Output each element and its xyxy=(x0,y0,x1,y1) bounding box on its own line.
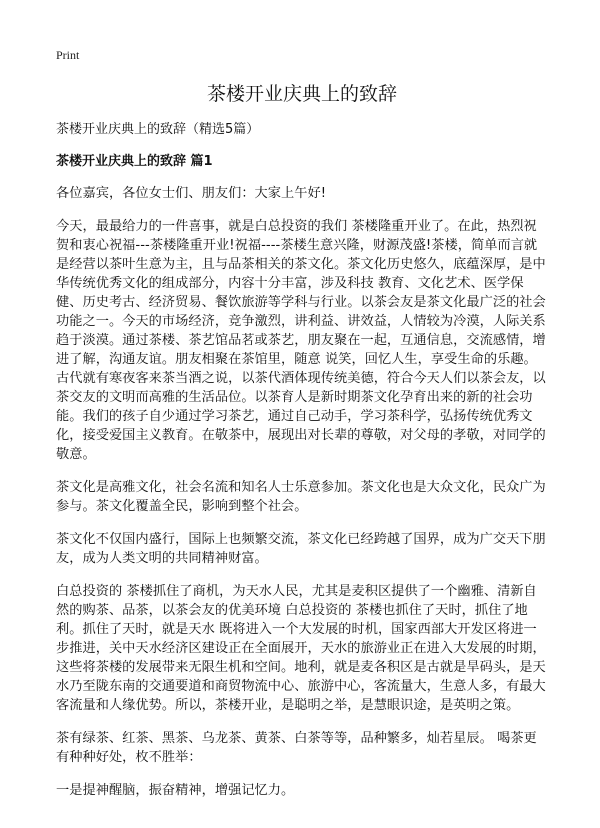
page-title: 茶楼开业庆典上的致辞 xyxy=(206,83,397,105)
document-subtitle: 茶楼开业庆典上的致辞（精选5篇） xyxy=(56,122,260,137)
paragraph-opportunity: 白总投资的 茶楼抓住了商机，为天水人民，尤其是麦积区提供了一个幽雅、清新自然的购茶、品茶，以茶会友的优美环境 白总投资的 茶楼也抓住了天时，抓住了地利。抓住了天时，就是天水 既将进入一个大发展的时机，国家西部大开发区将进一步推进，关中天水经济区建设正在全面展开，天水的旅游业正在进入大发展的时期，这些将茶楼的发展带来无限生机和空间。地利，就是麦各积区是古就是旱码头，是天水乃至陇东南的交通要道和商贸物流中心、旅游中心，客流量大，生意人多，有最大客流量和人缘优势。所以，茶楼开业，是聪明之举，是慧眼识途，是英明之策。 xyxy=(56,584,546,713)
paragraph-greeting: 各位嘉宾，各位女士们、朋友们：大家上午好! xyxy=(56,186,327,201)
paragraph-tea-types: 茶有绿茶、红茶、黑茶、乌龙茶、黄茶、白茶等等，品种繁多，灿若星辰。 喝茶更有种种好处，枚不胜举： xyxy=(56,731,537,765)
paragraph-international: 茶文化不仅国内盛行，国际上也频繁交流，茶文化已经跨越了国界，成为广交天下朋友，成为人类文明的共同精神财富。 xyxy=(56,532,546,566)
print-link[interactable]: Print xyxy=(56,48,80,62)
paragraph-benefit-one: 一是提神醒脑，振奋精神，增强记忆力。 xyxy=(56,783,295,798)
paragraph-elegant-culture: 茶文化是高雅文化，社会名流和知名人士乐意参加。茶文化也是大众文化，民众广为参与。茶文化覆盖全民，影响到整个社会。 xyxy=(56,480,546,514)
paragraph-opening: 今天，最最给力的一件喜事，就是白总投资的我们 茶楼隆重开业了。在此，热烈祝贺和衷心祝福---茶楼隆重开业!祝福----茶楼生意兴隆，财源茂盛!茶楼，简单而言就是经营以茶叶生意为主，且与品茶相关的茶文化。茶文化历史悠久，底蕴深厚，是中华传统优秀文化的组成部分，内容十分丰富，涉及科技 教育、文化艺术、医学保健、历史考古、经济贸易、餐饮旅游等学科与行业。以茶会友是茶文化最广泛的社会功能之一。今天的市场经济，竞争激烈，讲利益、讲效益，人情较为冷漠，人际关系趋于淡漠。通过茶楼、茶艺馆品茗或茶艺，朋友聚在一起，互通信息，交流感情，增进了解，沟通友谊。朋友相聚在茶馆里，随意 说笑，回忆人生，享受生命的乐趣。古代就有寒夜客来茶当酒之说，以茶代酒体现传统美德，符合今天人们以茶会友，以茶交友的文明而高雅的生活品位。以茶育人是新时期茶文化孕育出来的新的社会功能。我们的孩子自少通过学习茶艺，通过自己动手，学习茶科学，弘扬传统优秀文化，接受爱国主义教育。在敬茶中，展现出对长辈的尊敬，对父母的孝敬，对同学的敬意。 xyxy=(56,219,546,462)
section-heading: 茶楼开业庆典上的致辞 篇1 xyxy=(56,154,213,169)
